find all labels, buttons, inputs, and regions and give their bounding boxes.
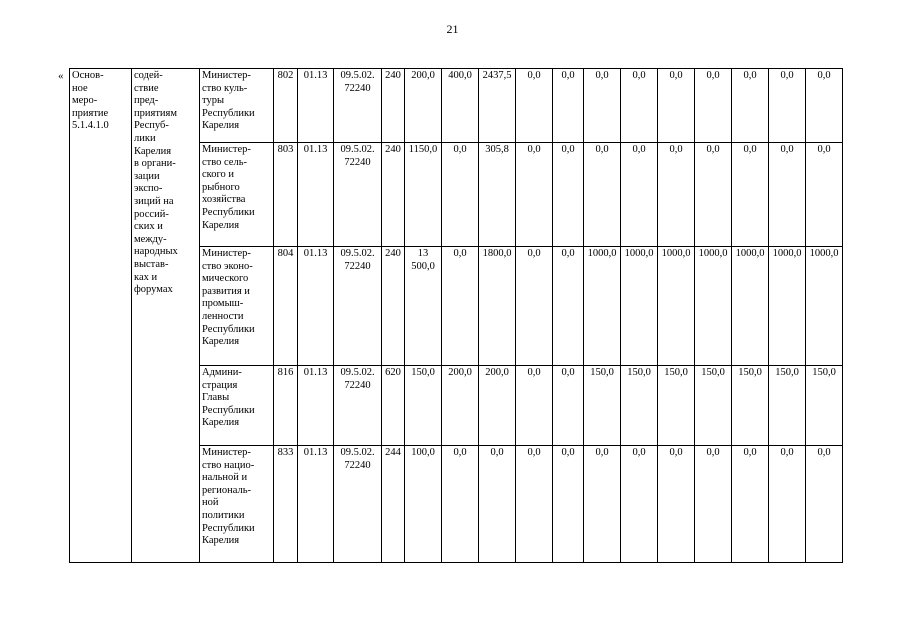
- amount-cell: 150,0: [405, 366, 442, 446]
- target-article-cell: 09.5.02. 72240: [334, 143, 382, 247]
- amount-cell: 200,0: [479, 366, 516, 446]
- expense-type-cell: 240: [382, 247, 405, 366]
- amount-cell: 0,0: [695, 69, 732, 143]
- amount-cell: 150,0: [658, 366, 695, 446]
- target-article-cell: 09.5.02. 72240: [334, 366, 382, 446]
- amount-cell: 0,0: [516, 366, 553, 446]
- amount-cell: 400,0: [442, 69, 479, 143]
- activity-code-cell: Основ- ное меро- приятие 5.1.4.1.0: [70, 69, 132, 563]
- amount-cell: 0,0: [442, 247, 479, 366]
- executor-cell: Министер- ство сель- ского и рыбного хозяйства Республики Карелия: [200, 143, 274, 247]
- amount-cell: 0,0: [584, 143, 621, 247]
- expense-type-cell: 240: [382, 143, 405, 247]
- amount-cell: 150,0: [806, 366, 843, 446]
- amount-cell: 0,0: [516, 446, 553, 563]
- amount-cell: 0,0: [553, 143, 584, 247]
- amount-cell: 200,0: [442, 366, 479, 446]
- amount-cell: 0,0: [553, 366, 584, 446]
- amount-cell: 1000,0: [695, 247, 732, 366]
- amount-cell: 1000,0: [732, 247, 769, 366]
- amount-cell: 150,0: [584, 366, 621, 446]
- amount-cell: 1000,0: [806, 247, 843, 366]
- section-code-cell: 01.13: [298, 69, 334, 143]
- amount-cell: 0,0: [553, 446, 584, 563]
- amount-cell: 0,0: [553, 247, 584, 366]
- grbs-code-cell: 802: [274, 69, 298, 143]
- amount-cell: 0,0: [658, 446, 695, 563]
- amount-cell: 150,0: [695, 366, 732, 446]
- amount-cell: 1000,0: [584, 247, 621, 366]
- amount-cell: 100,0: [405, 446, 442, 563]
- amount-cell: 13 500,0: [405, 247, 442, 366]
- amount-cell: 1000,0: [658, 247, 695, 366]
- amount-cell: 0,0: [516, 143, 553, 247]
- amount-cell: 150,0: [732, 366, 769, 446]
- budget-table-body: [70, 69, 843, 563]
- amount-cell: 0,0: [584, 69, 621, 143]
- amount-cell: 0,0: [584, 446, 621, 563]
- amount-cell: 0,0: [442, 143, 479, 247]
- executor-cell: Министер- ство нацио- нальной и региональ- ной политики Республики Карелия: [200, 446, 274, 563]
- activity-description-cell: содей- ствие пред- приятиям Респуб- лики Карелия в органи- зации экспо- зиций на россий- ских и между- народных выстав- ках и форумах: [132, 69, 200, 563]
- amount-cell: 0,0: [658, 143, 695, 247]
- amount-cell: 0,0: [658, 69, 695, 143]
- opening-quote-mark: «: [58, 70, 64, 82]
- page-number: 21: [446, 22, 459, 36]
- amount-cell: 0,0: [442, 446, 479, 563]
- amount-cell: 150,0: [769, 366, 806, 446]
- amount-cell: 0,0: [695, 143, 732, 247]
- amount-cell: 150,0: [621, 366, 658, 446]
- executor-cell: Админи- страция Главы Республики Карелия: [200, 366, 274, 446]
- amount-cell: 1800,0: [479, 247, 516, 366]
- amount-cell: 1000,0: [621, 247, 658, 366]
- grbs-code-cell: 833: [274, 446, 298, 563]
- amount-cell: 0,0: [479, 446, 516, 563]
- executor-cell: Министер- ство эконо- мического развития и промыш- ленности Республики Карелия: [200, 247, 274, 366]
- amount-cell: 0,0: [806, 143, 843, 247]
- target-article-cell: 09.5.02. 72240: [334, 69, 382, 143]
- amount-cell: 200,0: [405, 69, 442, 143]
- executor-cell: Министер- ство куль- туры Республики Карелия: [200, 69, 274, 143]
- section-code-cell: 01.13: [298, 366, 334, 446]
- amount-cell: 0,0: [806, 69, 843, 143]
- amount-cell: 0,0: [769, 69, 806, 143]
- amount-cell: 0,0: [806, 446, 843, 563]
- amount-cell: 1000,0: [769, 247, 806, 366]
- amount-cell: 0,0: [516, 69, 553, 143]
- section-code-cell: 01.13: [298, 143, 334, 247]
- amount-cell: 0,0: [732, 143, 769, 247]
- expense-type-cell: 244: [382, 446, 405, 563]
- amount-cell: 0,0: [732, 69, 769, 143]
- amount-cell: 0,0: [621, 446, 658, 563]
- amount-cell: 0,0: [621, 143, 658, 247]
- amount-cell: 2437,5: [479, 69, 516, 143]
- target-article-cell: 09.5.02. 72240: [334, 446, 382, 563]
- amount-cell: 0,0: [732, 446, 769, 563]
- budget-table: [69, 68, 843, 563]
- section-code-cell: 01.13: [298, 446, 334, 563]
- amount-cell: 0,0: [695, 446, 732, 563]
- amount-cell: 0,0: [621, 69, 658, 143]
- amount-cell: 0,0: [516, 247, 553, 366]
- target-article-cell: 09.5.02. 72240: [334, 247, 382, 366]
- amount-cell: 0,0: [769, 446, 806, 563]
- expense-type-cell: 240: [382, 69, 405, 143]
- grbs-code-cell: 816: [274, 366, 298, 446]
- expense-type-cell: 620: [382, 366, 405, 446]
- grbs-code-cell: 804: [274, 247, 298, 366]
- amount-cell: 1150,0: [405, 143, 442, 247]
- amount-cell: 0,0: [553, 69, 584, 143]
- amount-cell: 305,8: [479, 143, 516, 247]
- amount-cell: 0,0: [769, 143, 806, 247]
- section-code-cell: 01.13: [298, 247, 334, 366]
- grbs-code-cell: 803: [274, 143, 298, 247]
